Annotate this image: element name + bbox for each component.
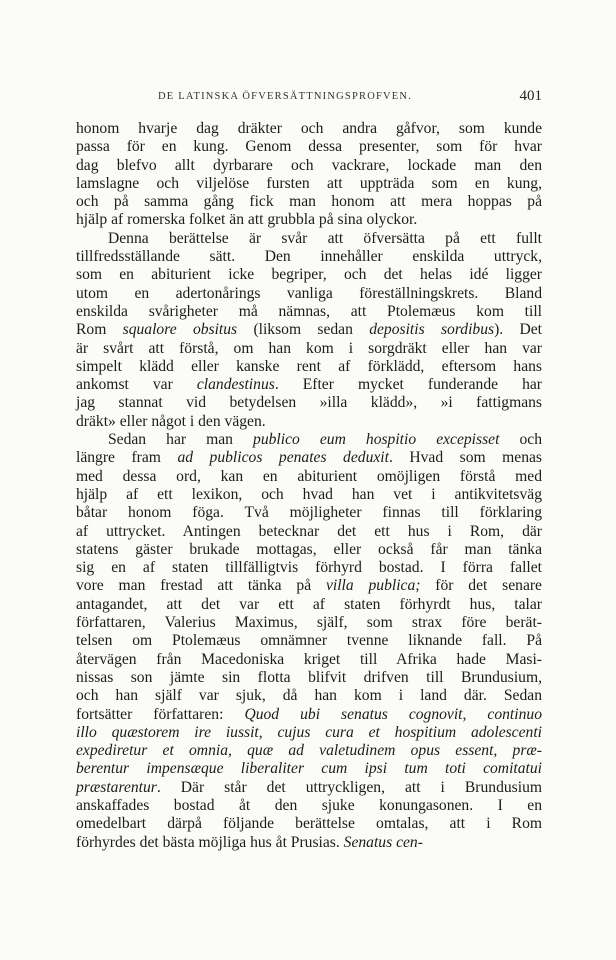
text-line — [76, 742, 542, 760]
running-head: DE LATINSKA ÖFVERSÄTTNINGSPROFVEN. — [158, 91, 413, 102]
text-segment: hjälp af ett lexikon, och hvad han vet i antikvitetsväg — [76, 485, 542, 503]
italic-text: clandestinus — [196, 376, 275, 394]
text-segment: sig en af staten tillfälligtvis förhyrd bostad. I förra fallet — [76, 559, 542, 577]
text-segment: Sedan har man — [108, 431, 254, 449]
text-line — [76, 468, 542, 486]
text-segment: statens gäster brukade mottagas, eller också får man tänka — [76, 540, 542, 558]
text-segment: enskilda svårigheter må nämnas, att Ptolemæus kom till — [76, 302, 542, 320]
text-segment: simpelt klädd eller kanske rent af förklädd, eftersom hans — [76, 357, 542, 375]
text-segment: och på samma gång fick man honom att mera hoppas på — [76, 193, 542, 211]
text-segment: för det senare — [420, 577, 542, 595]
text-segment: . Där står det uttryckligen, att i Brundusium — [156, 778, 542, 796]
text-line — [76, 815, 542, 833]
text-segment: telsen om Ptolemæus omnämner tvenne liknande fall. På — [76, 632, 542, 650]
text-line — [76, 376, 542, 394]
italic-text: depositis sordibus — [369, 321, 495, 339]
italic-text: ad publicos penates deduxit — [177, 449, 389, 467]
text-line — [76, 614, 542, 632]
text-segment: är svårt att förstå, om han kom i sorgdräkt eller han var — [76, 339, 542, 357]
text-line — [76, 175, 542, 193]
text-line — [76, 394, 542, 412]
page-number: 401 — [519, 88, 542, 104]
text-segment: tillfredsställande sätt. Den innehåller enskilda uttryck, — [76, 248, 542, 266]
text-line — [76, 193, 542, 211]
text-segment: dräkt» eller något i den vägen. — [76, 412, 266, 430]
body-text — [76, 120, 542, 852]
text-line — [76, 431, 542, 449]
text-line — [76, 120, 542, 138]
page-header — [76, 88, 542, 108]
text-segment: dag blefvo allt dyrbarare och vackrare, lockade man den — [76, 156, 542, 174]
text-segment: och — [499, 431, 542, 449]
text-line — [76, 541, 542, 559]
text-segment: återvägen från Macedoniska kriget till Afrika hade Masi- — [76, 650, 542, 668]
text-line — [76, 321, 542, 339]
text-line — [76, 797, 542, 815]
text-segment: passa för en kung. Genom dessa presenter, som för hvar — [76, 138, 542, 156]
italic-text: villa publica; — [325, 577, 421, 595]
italic-text: illo quæstorem ire iussit, cujus cura et hospitium adolescenti — [76, 723, 542, 741]
italic-text: expediretur et omnia, quæ ad valetudinem opus essent, præ- — [76, 742, 542, 760]
text-line — [76, 449, 542, 467]
text-segment: anskaffades bostad åt den sjuke konungasonen. I en — [76, 796, 542, 814]
text-segment: af uttrycket. Antingen betecknar det ett hus i Rom, där — [76, 522, 542, 540]
text-segment: utom en adertonårings vanliga föreställningskrets. Bland — [76, 284, 542, 302]
text-line — [76, 303, 542, 321]
text-line — [76, 340, 542, 358]
italic-text: berentur impensæque liberaliter cum ipsi tum toti comitatui — [76, 760, 542, 778]
italic-text: Quod ubi senatus cognovit, continuo — [244, 705, 542, 723]
text-line — [76, 413, 542, 431]
text-segment: hjälp af romerska folket än att grubbla på sina olyckor. — [76, 211, 418, 229]
text-segment: omedelbart därpå följande berättelse omtalas, att i Rom — [76, 815, 542, 833]
text-line — [76, 706, 542, 724]
text-line — [76, 559, 542, 577]
text-line — [76, 687, 542, 705]
text-line — [76, 266, 542, 284]
text-segment: lamslagne och viljelöse fursten att uppträda som en kung, — [76, 174, 542, 192]
text-segment: . Efter mycket funderande har — [274, 376, 542, 394]
text-segment: längre fram — [76, 449, 178, 467]
text-segment: förhyrdes det bästa möjliga hus åt Prusias. — [76, 833, 344, 851]
text-line — [76, 596, 542, 614]
text-line — [76, 486, 542, 504]
text-segment: (liksom sedan — [237, 321, 370, 339]
text-line — [76, 504, 542, 522]
text-line — [76, 285, 542, 303]
text-segment: med dessa ord, kan en abiturient omöjligen förstå med — [76, 467, 542, 485]
text-segment: vore man frestad att tänka på — [76, 577, 326, 595]
text-segment: ). Det — [494, 321, 542, 339]
italic-text: præstarentur — [76, 778, 157, 796]
text-segment: ankomst var — [76, 376, 197, 394]
text-line — [76, 632, 542, 650]
text-line — [76, 358, 542, 376]
italic-text: publico eum hospitio excepisset — [253, 431, 500, 449]
text-line — [76, 211, 542, 229]
text-line — [76, 230, 542, 248]
text-line — [76, 157, 542, 175]
text-segment: båtar honom föga. Två möjligheter finnas till förklaring — [76, 504, 542, 522]
text-segment: som en abiturient icke begriper, och det helas idé ligger — [76, 266, 542, 284]
text-line — [76, 669, 542, 687]
text-segment: Denna berättelse är svår att öfversätta på ett fullt — [108, 229, 542, 247]
text-segment: nissas son jämte sin flotta blifvit drifven till Brundusium, — [76, 668, 542, 686]
text-segment: Rom — [76, 321, 123, 339]
text-segment: författaren, Valerius Maximus, själf, som strax före berät- — [76, 614, 542, 632]
text-segment: antagandet, att det var ett af staten förhyrdt hus, talar — [76, 595, 542, 613]
text-segment: fortsätter författaren: — [76, 705, 245, 723]
text-line — [76, 779, 542, 797]
text-line — [76, 760, 542, 778]
text-line — [76, 651, 542, 669]
text-line — [76, 523, 542, 541]
text-segment: . Hvad som menas — [388, 449, 543, 467]
text-line — [76, 834, 542, 852]
italic-text: Senatus cen- — [343, 833, 423, 851]
text-segment: och han själf var sjuk, då han kom i land där. Sedan — [76, 687, 542, 705]
text-line — [76, 577, 542, 595]
text-segment: jag stannat vid betydelsen »illa klädd», »i fattigmans — [76, 394, 542, 412]
italic-text: squalore obsitus — [122, 321, 238, 339]
text-line — [76, 138, 542, 156]
text-line — [76, 724, 542, 742]
text-segment: honom hvarje dag dräkter och andra gåfvor, som kunde — [76, 120, 542, 137]
text-line — [76, 248, 542, 266]
